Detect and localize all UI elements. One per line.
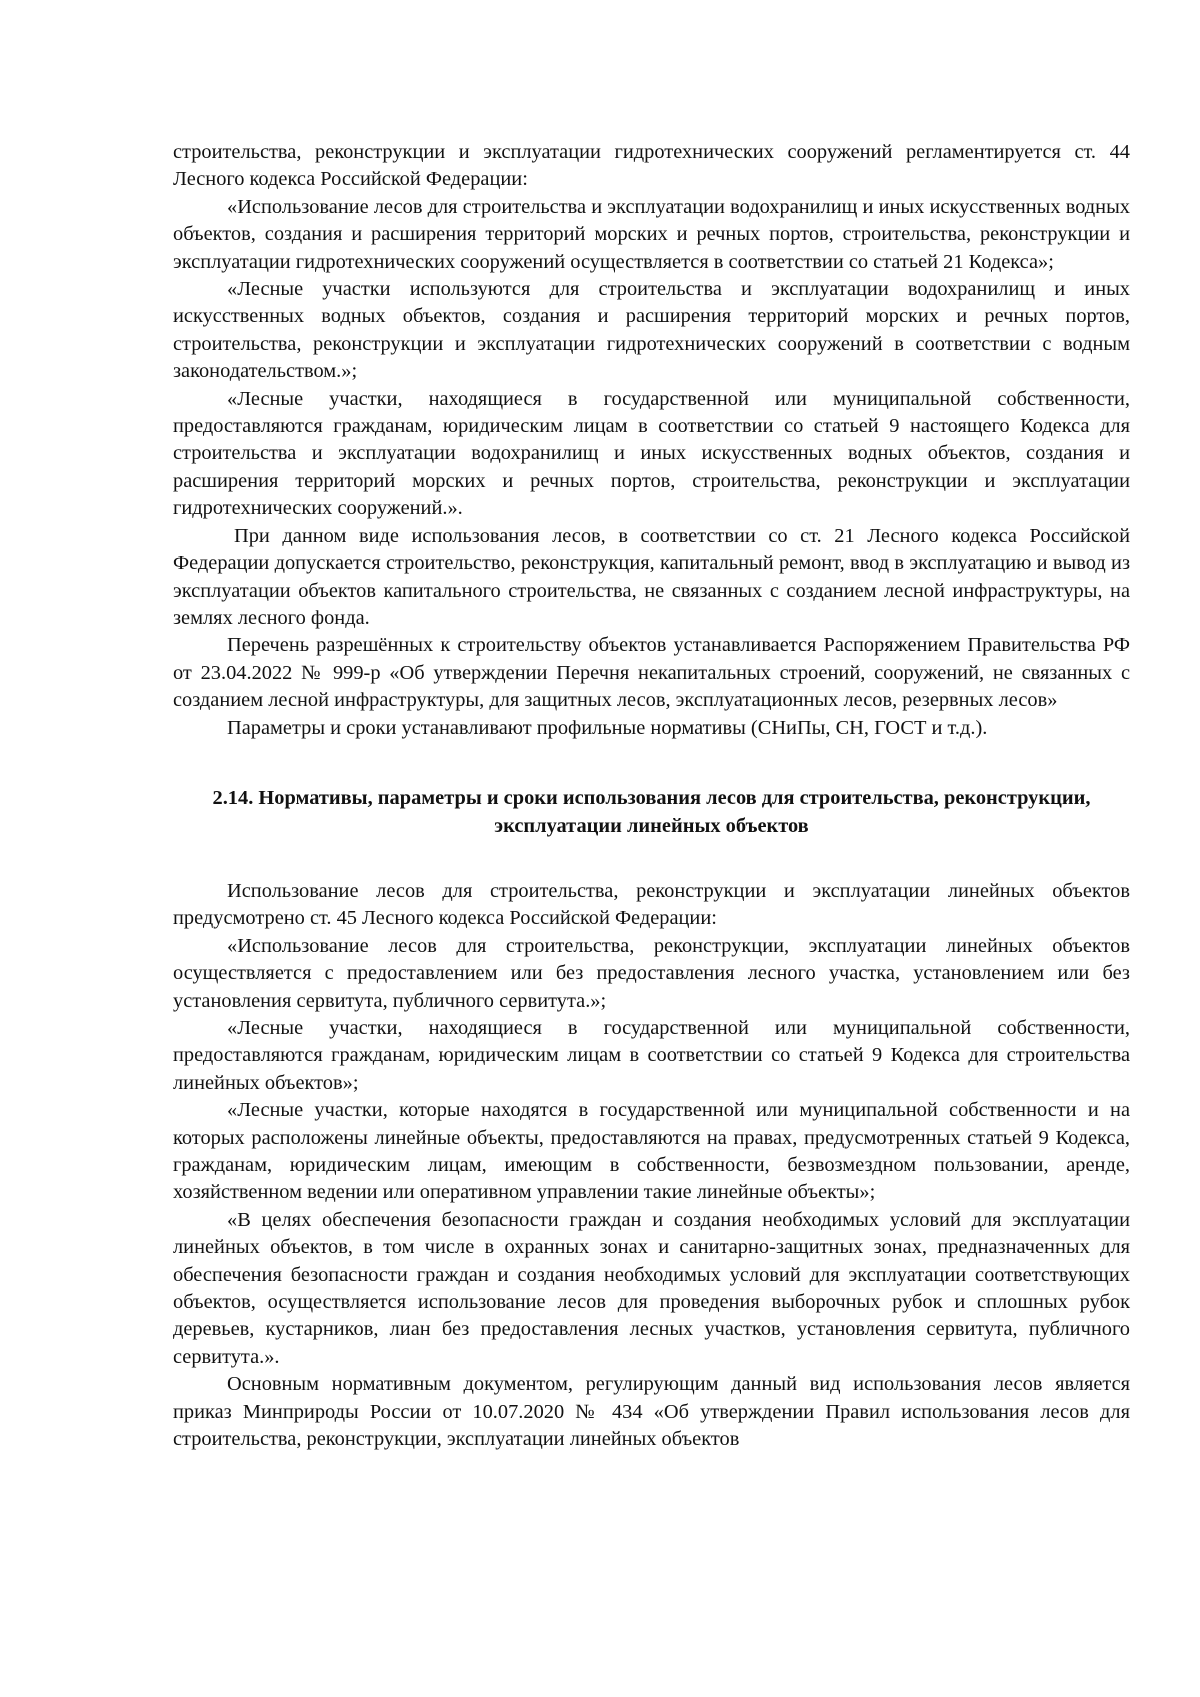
paragraph: «Использование лесов для строительства и эксплуатации водохранилищ и иных искусственных водных объектов, создания и расширения территорий морских и речных портов, строительства, реконструкции и эксплуатации гидротехнических сооружений осуществляется в соответствии со статьей 21 Кодекса»;	[173, 195, 1130, 273]
paragraph: «Лесные участки, которые находятся в государственной или муниципальной собственности и на которых расположены линейные объекты, предоставляются на правах, предусмотренных статьей 9 Кодекса, гражданам, юридическим лицам, имеющим в собственности, безвозмездном пользовании, аренде, хозяйственном ведении или оперативном управлении такие линейные объекты»;	[173, 1099, 1130, 1204]
section-heading: 2.14. Нормативы, параметры и сроки использования лесов для строительства, реконструкции, эксплуатации линейных объектов	[212, 786, 1091, 837]
paragraph: «Лесные участки, находящиеся в государственной или муниципальной собственности, предоставляются гражданам, юридическим лицам в соответствии со статьей 9 Кодекса для строительства линейных объектов»;	[173, 1016, 1130, 1094]
paragraph: «Лесные участки используются для строительства и эксплуатации водохранилищ и иных искусственных водных объектов, создания и расширения территорий морских и речных портов, строительства, реконструкции и эксплуатации гидротехнических сооружений в соответствии с водным законодательством.»;	[173, 278, 1130, 383]
paragraph: «В целях обеспечения безопасности граждан и создания необходимых условий для эксплуатации линейных объектов, в том числе в охранных зонах и санитарно-защитных зонах, предназначенных для обеспечения безопасности граждан и создания необходимых условий для эксплуатации соответствующих объектов, осуществляется использование лесов для проведения выборочных рубок и сплошных рубок деревьев, кустарников, лиан без предоставления лесных участков, установления сервитута, публичного сервитута.».	[173, 1208, 1130, 1368]
document-body	[173, 139, 1130, 1453]
paragraph: «Лесные участки, находящиеся в государственной или муниципальной собственности, предоставляются гражданам, юридическим лицам в соответствии со статьей 9 настоящего Кодекса для строительства и эксплуатации водохранилищ и иных искусственных водных объектов, создания и расширения территорий морских и речных портов, строительства, реконструкции и эксплуатации гидротехнических сооружений.».	[173, 387, 1130, 520]
paragraph: «Использование лесов для строительства, реконструкции, эксплуатации линейных объектов осуществляется с предоставлением или без предоставления лесного участка, установлением или без установления сервитута, публичного сервитута.»;	[173, 934, 1130, 1012]
paragraph: Использование лесов для строительства, реконструкции и эксплуатации линейных объектов предусмотрено ст. 45 Лесного кодекса Российской Федерации:	[173, 879, 1130, 930]
paragraph: Параметры и сроки устанавливают профильные нормативы (СНиПы, СН, ГОСТ и т.д.).	[227, 716, 988, 739]
paragraph: строительства, реконструкции и эксплуатации гидротехнических сооружений регламентируется ст. 44 Лесного кодекса Российской Федерации:	[173, 141, 1130, 191]
paragraph: Перечень разрешённых к строительству объектов устанавливается Распоряжением Правительства РФ от 23.04.2022 № 999-р «Об утверждении Перечня некапитальных строений, сооружений, не связанных с созданием лесной инфраструктуры, для защитных лесов, эксплуатационных лесов, резервных лесов»	[173, 634, 1130, 712]
paragraph: При данном виде использования лесов, в соответствии со ст. 21 Лесного кодекса Российской Федерации допускается строительство, реконструкция, капитальный ремонт, ввод в эксплуатацию и вывод из эксплуатации объектов капитального строительства, не связанных с созданием лесной инфраструктуры, на землях лесного фонда.	[173, 524, 1130, 629]
paragraph: Основным нормативным документом, регулирующим данный вид использования лесов является приказ Минприроды России от 10.07.2020 № 434 «Об утверждении Правил использования лесов для строительства, реконструкции, эксплуатации линейных объектов	[173, 1373, 1130, 1451]
